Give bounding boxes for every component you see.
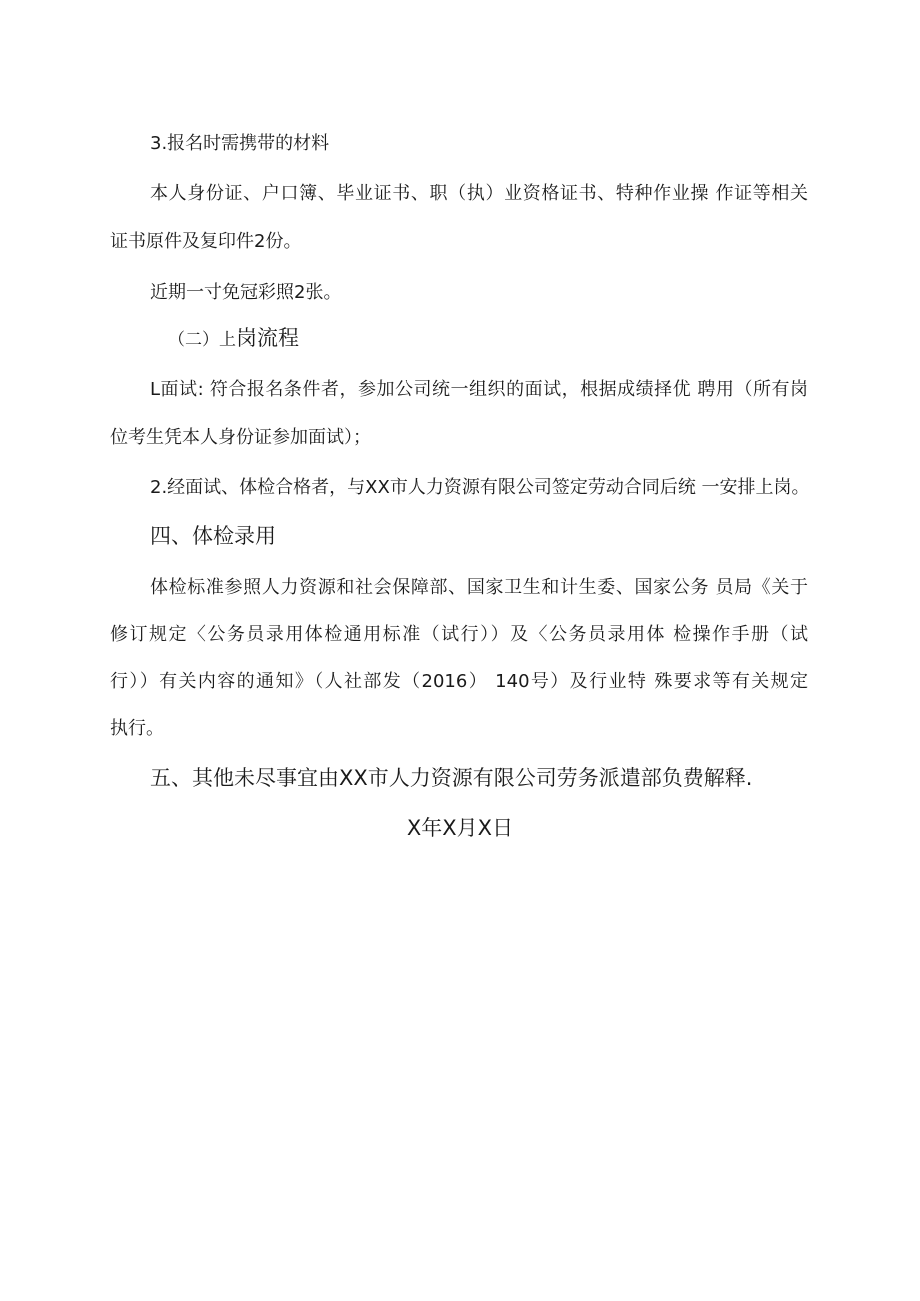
section-5-title: 五、其他未尽事宜由XX市人力资源有限公司劳务派遣部负费解释. [150, 766, 753, 790]
materials-line-2: 证书原件及复印件2份。 [110, 231, 302, 252]
item-3-title: 3.报名时需携带的材料 [150, 133, 330, 154]
exam-line-1: 体检标准参照人力资源和社会保障部、国家卫生和计生委、国家公务 员局《关于 [150, 577, 808, 598]
section-2-title-prefix: （二）上 [168, 330, 236, 350]
exam-line-3: 行））有关内容的通知》（人社部发（2016） 140号）及行业特 殊要求等有关规定 [110, 671, 808, 692]
photo-requirement: 近期一寸免冠彩照2张。 [150, 282, 342, 303]
exam-line-2: 修订规定〈公务员录用体检通用标准（试行））及〈公务员录用体 检操作手册（试 [110, 624, 808, 645]
document-date: X年X月X日 [406, 816, 514, 840]
materials-line-1: 本人身份证、户口簿、毕业证书、职（执）业资格证书、特种作业操 作证等相关 [150, 183, 808, 204]
exam-line-4: 执行。 [110, 718, 164, 739]
section-4-title: 四、体检录用 [150, 524, 276, 548]
interview-line-2: 位考生凭本人身份证参加面试）； [110, 427, 371, 448]
section-2-title-main: 岗流程 [236, 326, 299, 350]
interview-line-1: L面试: 符合报名条件者，参加公司统一组织的面试，根据成绩择优 聘用（所有岗 [150, 379, 808, 400]
section-2-title [168, 326, 299, 352]
contract-line: 2.经面试、体检合格者，与XX市人力资源有限公司签定劳动合同后统 一安排上岗。 [150, 477, 810, 498]
